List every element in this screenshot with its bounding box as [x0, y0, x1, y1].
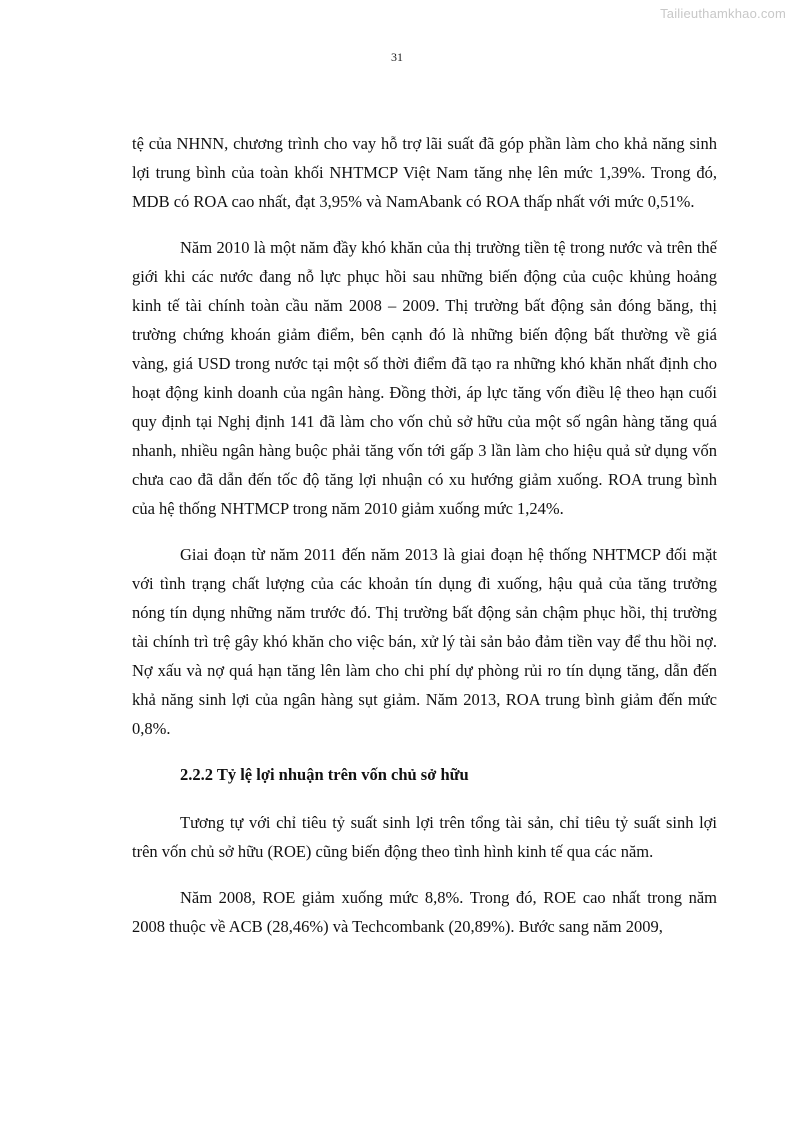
watermark-text: Tailieuthamkhao.com [660, 6, 786, 21]
page-number: 31 [391, 50, 403, 64]
paragraph-2: Năm 2010 là một năm đầy khó khăn của thị trường tiền tệ trong nước và trên thế giới khi các nước đang nỗ lực phục hồi sau những biến động của cuộc khủng hoảng kinh tế tài chính toàn cầu năm 2008 – 2009. Thị trường bất động sản đóng băng, thị trường chứng khoán giảm điểm, bên cạnh đó là những biến động bất thường về giá vàng, giá USD trong nước tại một số thời điểm đã tạo ra những khó khăn nhất định cho hoạt động kinh doanh của ngân hàng. Đồng thời, áp lực tăng vốn điều lệ theo hạn cuối quy định tại Nghị định 141 đã làm cho vốn chủ sở hữu của một số ngân hàng tăng quá nhanh, nhiều ngân hàng buộc phải tăng vốn tới gấp 3 lần làm cho hiệu quả sử dụng vốn chưa cao đã dẫn đến tốc độ tăng lợi nhuận có xu hướng giảm xuống. ROA trung bình của hệ thống NHTMCP trong năm 2010 giảm xuống mức 1,24%. [132, 238, 717, 518]
paragraph-5: Năm 2008, ROE giảm xuống mức 8,8%. Trong đó, ROE cao nhất trong năm 2008 thuộc về ACB (28,46%) và Techcombank (20,89%). Bước sang năm 2009, [132, 888, 717, 936]
paragraph-1: tệ của NHNN, chương trình cho vay hỗ trợ lãi suất đã góp phần làm cho khả năng sinh lợi trung bình của toàn khối NHTMCP Việt Nam tăng nhẹ lên mức 1,39%. Trong đó, MDB có ROA cao nhất, đạt 3,95% và NamAbank có ROA thấp nhất với mức 0,51%. [132, 134, 717, 211]
paragraph-3: Giai đoạn từ năm 2011 đến năm 2013 là giai đoạn hệ thống NHTMCP đối mặt với tình trạng chất lượng của các khoản tín dụng đi xuống, hậu quả của tăng trưởng nóng tín dụng những năm trước đó. Thị trường bất động sản chậm phục hồi, thị trường tài chính trì trệ gây khó khăn cho việc bán, xử lý tài sản bảo đảm tiền vay để thu hồi nợ. Nợ xấu và nợ quá hạn tăng lên làm cho chi phí dự phòng rủi ro tín dụng tăng, dẫn đến khả năng sinh lợi của ngân hàng sụt giảm. Năm 2013, ROA trung bình giảm đến mức 0,8%. [132, 545, 717, 738]
section-heading: 2.2.2 Tỷ lệ lợi nhuận trên vốn chủ sở hữu [180, 765, 469, 784]
paragraph-4: Tương tự với chỉ tiêu tỷ suất sinh lợi trên tổng tài sản, chỉ tiêu tỷ suất sinh lợi trên vốn chủ sở hữu (ROE) cũng biến động theo tình hình kinh tế qua các năm. [132, 813, 717, 861]
document-body [132, 129, 717, 958]
